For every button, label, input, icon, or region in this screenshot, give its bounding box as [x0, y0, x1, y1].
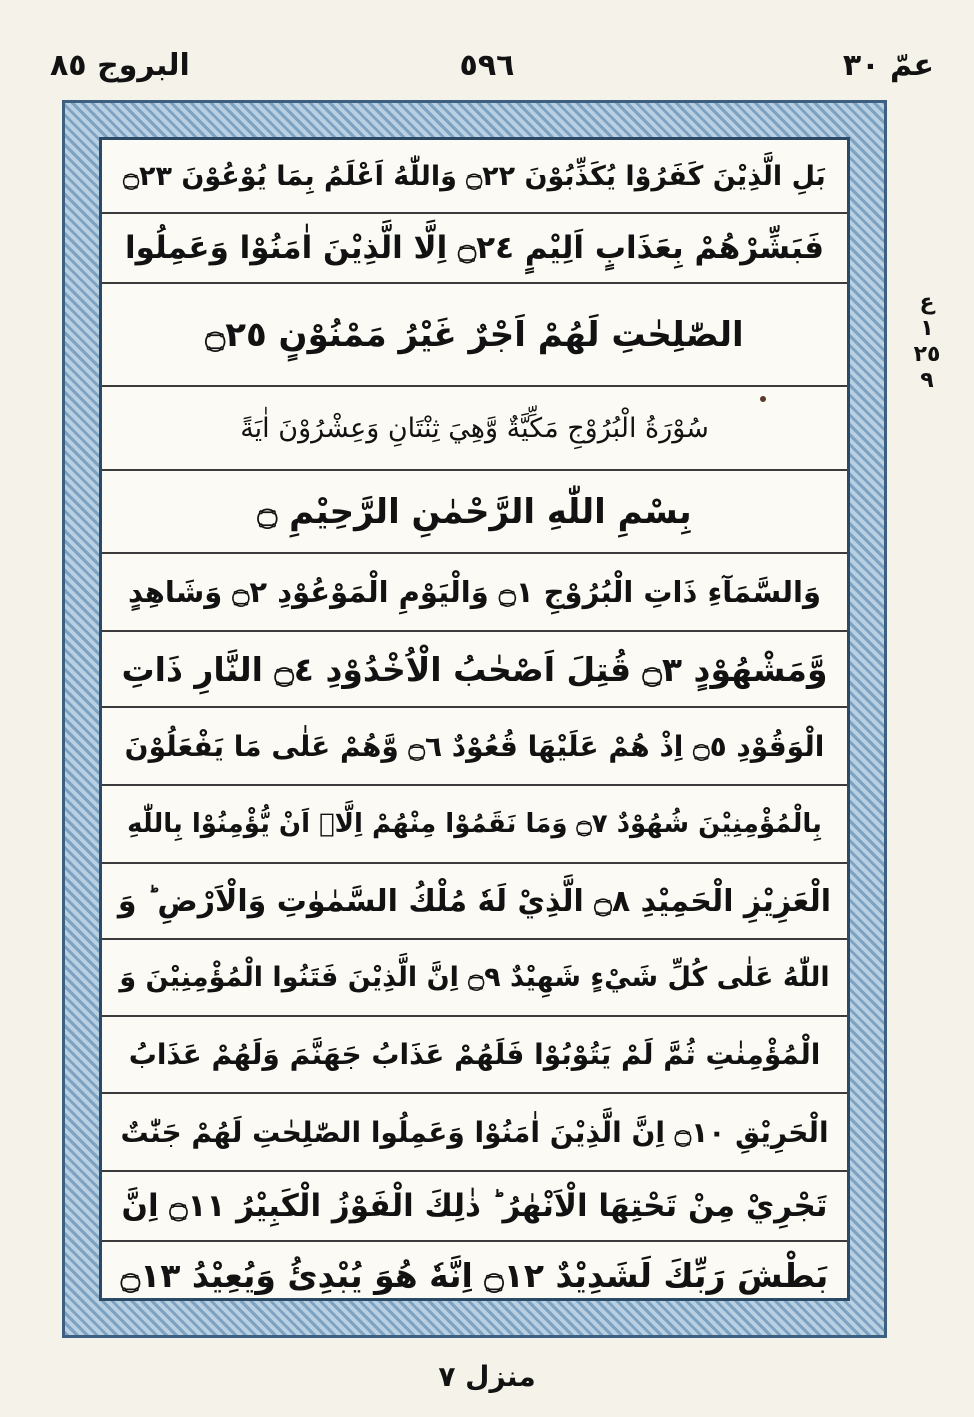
verse-line: الصّٰلِحٰتِ لَهُمْ اَجْرٌ غَيْرُ مَمْنُوْنٍ ۝٢٥: [102, 284, 847, 387]
text-panel: [99, 137, 850, 1301]
ornamental-border: [62, 100, 887, 1338]
page-number: ٥٩٦: [459, 48, 515, 83]
surah-heading: سُوْرَةُ الْبُرُوْجِ مَكِّيَّةٌ وَّهِيَ ثِنْتَانِ وَعِشْرُوْنَ اٰيَةً: [102, 387, 847, 471]
verse-line: تَجْرِيْ مِنْ تَحْتِهَا الْاَنْهٰرُ ؕ ذٰلِكَ الْفَوْزُ الْكَبِيْرُ ۝١١ اِنَّ: [102, 1172, 847, 1242]
verse-line: بَلِ الَّذِيْنَ كَفَرُوْا يُكَذِّبُوْنَ ۝٢٢ وَاللّٰهُ اَعْلَمُ بِمَا يُوْعُوْنَ ۝٢٣: [102, 140, 847, 214]
verse-line: فَبَشِّرْهُمْ بِعَذَابٍ اَلِيْمٍ ۝٢٤ اِلَّا الَّذِيْنَ اٰمَنُوْا وَعَمِلُوا: [102, 214, 847, 284]
verse-line: الْعَزِيْزِ الْحَمِيْدِ ۝٨ الَّذِيْ لَهٗ مُلْكُ السَّمٰوٰتِ وَالْاَرْضِ ؕ وَ: [102, 864, 847, 940]
verse-line: وَّمَشْهُوْدٍ ۝٣ قُتِلَ اَصْحٰبُ الْاُخْدُوْدِ ۝٤ النَّارِ ذَاتِ: [102, 632, 847, 708]
verse-line: الْمُؤْمِنٰتِ ثُمَّ لَمْ يَتُوْبُوْا فَلَهُمْ عَذَابُ جَهَنَّمَ وَلَهُمْ عَذَابُ: [102, 1017, 847, 1094]
verse-line: وَالسَّمَآءِ ذَاتِ الْبُرُوْجِ ۝١ وَالْيَوْمِ الْمَوْعُوْدِ ۝٢ وَشَاهِدٍ: [102, 554, 847, 632]
juz-label: عمّ ٣٠: [842, 48, 934, 83]
surah-label: البروج ٨٥: [50, 48, 190, 83]
verse-line: بَطْشَ رَبِّكَ لَشَدِيْدٌ ۝١٢ اِنَّهٗ هُوَ يُبْدِئُ وَيُعِيْدُ ۝١٣: [120, 1255, 829, 1295]
verse-line: اللّٰهُ عَلٰى كُلِّ شَيْءٍ شَهِيْدٌ ۝٩ اِنَّ الَّذِيْنَ فَتَنُوا الْمُؤْمِنِيْنَ وَ: [102, 940, 847, 1017]
verse-line: الْحَرِيْقِ ۝١٠ اِنَّ الَّذِيْنَ اٰمَنُوْا وَعَمِلُوا الصّٰلِحٰتِ لَهُمْ جَنّٰتٌ: [102, 1094, 847, 1172]
basmala-line: بِسْمِ اللّٰهِ الرَّحْمٰنِ الرَّحِيْمِ ۝: [102, 471, 847, 554]
ruku-marker: ع ١ ٢٥ ٩: [913, 290, 941, 393]
manzil-footer: منزل ٧: [438, 1360, 536, 1393]
verse-line: بِالْمُؤْمِنِيْنَ شُهُوْدٌ ۝٧ وَمَا نَقَمُوْا مِنْهُمْ اِلَّاۤ اَنْ يُّؤْمِنُوْا بِاللّٰهِ: [102, 786, 847, 864]
page-header: [40, 48, 934, 96]
verse-line: الْوَقُوْدِ ۝٥ اِذْ هُمْ عَلَيْهَا قُعُوْدٌ ۝٦ وَّهُمْ عَلٰى مَا يَفْعَلُوْنَ: [102, 708, 847, 786]
ink-dot: [760, 396, 766, 402]
